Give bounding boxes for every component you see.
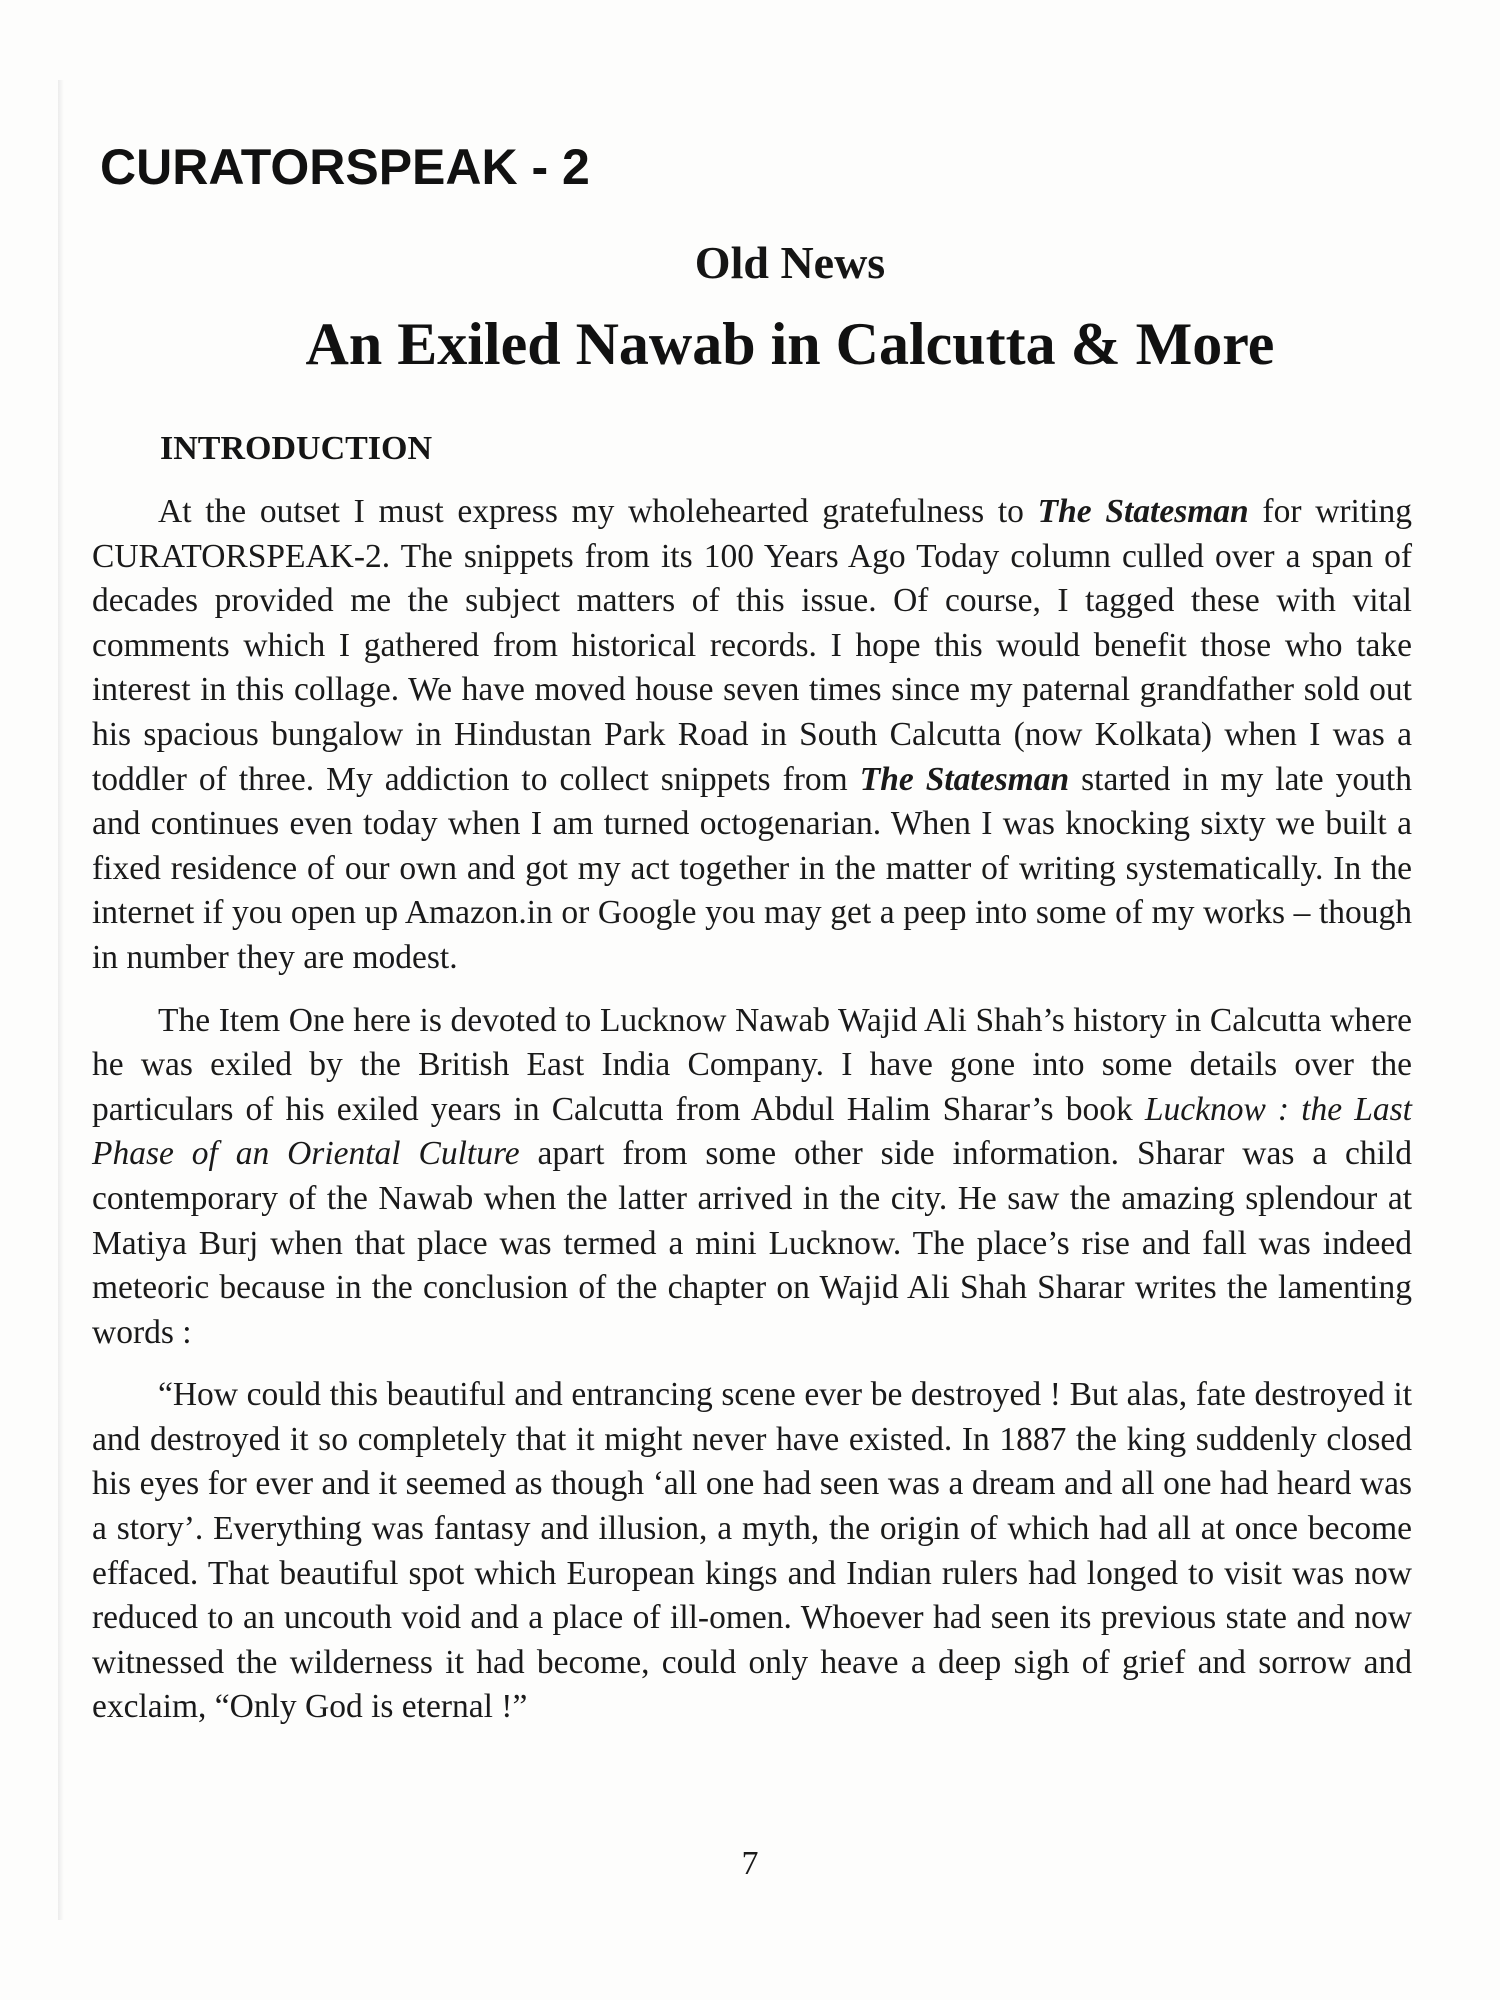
newspaper-name: The Statesman <box>1037 493 1249 530</box>
paragraph-2-text-a: The Item One here is devoted to Lucknow Nawab Wajid Ali Shah’s history in Calcutta where he was exiled by the British East India Company. I have gone into some details over the particulars of his exiled years in Calcutta from Abdul Halim Sharar’s book <box>92 1001 1412 1128</box>
book-title: CURATORSPEAK - 2 <box>100 139 590 195</box>
paragraph-2-text-c: apart from some other side information. Sharar was a child contemporary of the Nawab when the latter arrived in the city. He saw the amazing splendour at Matiya Burj when that place was termed a mini Lucknow. The place’s rise and fall was indeed meteoric because in the conclusion of the chapter on Wajid Ali Shah Sharar writes the lamenting words : <box>92 1135 1412 1351</box>
paragraph-3-quote: “How could this beautiful and entrancing scene ever be destroyed ! But alas, fate destroyed it and destroyed it so completely that it might never have existed. In 1887 the king suddenly closed his eyes for ever and it seemed as though ‘all one had seen was a dream and all one had heard was a story’. Everything was fantasy and illusion, a myth, the origin of which had all at once become effaced. That beautiful spot which European kings and Indian rulers had longed to visit was now reduced to an uncouth void and a place of ill-omen. Whoever had seen its previous state and now witnessed the wilderness it had become, could only heave a deep sigh of grief and sorrow and exclaim, “Only God is eternal !” <box>92 1376 1412 1726</box>
paragraph-1 <box>92 490 1412 981</box>
paragraph-2 <box>92 999 1412 1356</box>
introduction-heading: INTRODUCTION <box>160 430 433 467</box>
paragraph-1-text-a: At the outset I must express my wholehearted gratefulness to <box>158 493 1038 530</box>
page-number: 7 <box>741 1845 759 1882</box>
body-text <box>92 490 1412 1748</box>
chapter-title: An Exiled Nawab in Calcutta & More <box>305 311 1275 377</box>
newspaper-name: The Statesman <box>859 760 1070 798</box>
section-label: Old News <box>694 237 886 288</box>
paragraph-1-text-c: for writing CURATORSPEAK-2. The snippets from its 100 Years Ago Today column culled over a span of decades provided me the subject matters of this issue. Of course, I tagged these with vital comments which I gathered from historical records. I hope this would benefit those who take interest in this collage. We have moved house seven times since my paternal grandfather sold out his spacious bungalow in Hindustan Park Road in South Calcutta (now Kolkata) when I was a toddler of three. My addiction to collect snippets from <box>92 493 1412 798</box>
book-reference: Lucknow : the Last Phase of an Oriental Culture <box>92 1090 1412 1173</box>
paragraph-1-text-e: started in my late youth and continues even today when I am turned octogenarian. When I was knocking sixty we built a fixed residence of our own and got my act together in the matter of writing systematically. In the internet if you open up Amazon.in or Google you may get a peep into some of my works – though in number they are modest. <box>92 760 1412 976</box>
